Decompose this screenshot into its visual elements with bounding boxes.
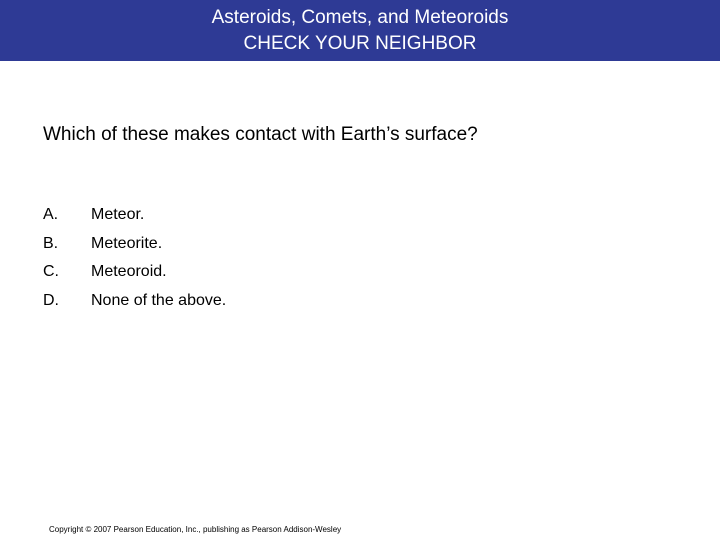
option-letter: B. xyxy=(43,234,59,252)
slide-subtitle: CHECK YOUR NEIGHBOR xyxy=(243,32,477,54)
question-text: Which of these makes contact with Earth’s surface? xyxy=(43,124,478,145)
option-text: Meteoroid. xyxy=(91,263,167,280)
option-letter: D. xyxy=(43,291,59,309)
slide-header xyxy=(0,0,720,61)
option-c xyxy=(43,258,226,287)
option-a xyxy=(43,201,226,230)
option-b xyxy=(43,230,226,259)
option-text: Meteor. xyxy=(91,206,145,223)
option-text: None of the above. xyxy=(91,291,227,309)
answer-options xyxy=(43,201,226,315)
option-text: Meteorite. xyxy=(91,234,163,252)
option-letter: C. xyxy=(43,263,59,280)
option-letter: A. xyxy=(43,206,59,223)
copyright-footer: Copyright © 2007 Pearson Education, Inc., publishing as Pearson Addison-Wesley xyxy=(49,525,342,534)
option-d xyxy=(43,287,226,316)
slide-title: Asteroids, Comets, and Meteoroids xyxy=(211,6,509,28)
